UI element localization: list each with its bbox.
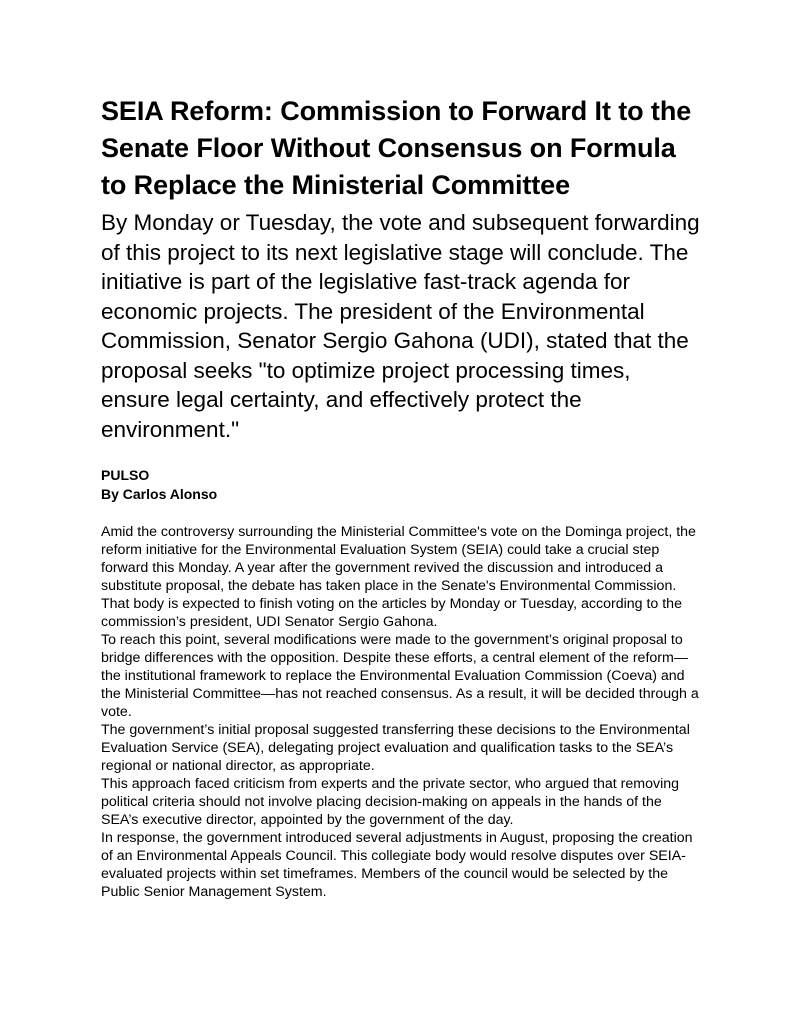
- body-paragraph: Amid the controversy surrounding the Ministerial Committee's vote on the Dominga project, the reform initiative for the Environmental Evaluation System (SEIA) could take a crucial step forward this Monday. A year after the government revived the discussion and introduced a substitute proposal, the debate has taken place in the Senate's Environmental Commission. That body is expected to finish voting on the articles by Monday or Tuesday, according to the commission’s president, UDI Senator Sergio Gahona.: [101, 524, 696, 630]
- subtitle: By Monday or Tuesday, the vote and subsequent forwarding of this project to its next legislative stage will conclude. The initiative is part of the legislative fast-track agenda for economic projects. The president of the Environmental Commission, Senator Sergio Gahona (UDI), stated that the proposal seeks "to optimize project processing times, ensure legal certainty, and effectively protect the environment.": [101, 210, 700, 442]
- body-paragraph: To reach this point, several modifications were made to the government’s original proposal to bridge differences with the opposition. Despite these efforts, a central element of the reform—the institutional framework to replace the Environmental Evaluation Commission (Coeva) and the Ministerial Committee—has not reached consensus. As a result, it will be decided through a vote.: [101, 632, 699, 720]
- body-paragraph: The government’s initial proposal suggested transferring these decisions to the Environmental Evaluation Service (SEA), delegating project evaluation and qualification tasks to the SEA’s regional or national director, as appropriate.: [101, 722, 690, 774]
- article-meta: [101, 466, 701, 504]
- body-paragraph: In response, the government introduced several adjustments in August, proposing the creation of an Environmental Appeals Council. This collegiate body would resolve disputes over SEIA-evaluated projects within set timeframes. Members of the council would be selected by the Public Senior Management System.: [101, 830, 693, 900]
- byline: By Carlos Alonso: [101, 486, 218, 502]
- article: [101, 93, 701, 901]
- body-paragraph: This approach faced criticism from experts and the private sector, who argued that removing political criteria should not involve placing decision-making on appeals in the hands of the SEA’s executive director, appointed by the government of the day.: [101, 776, 680, 828]
- source-label: PULSO: [101, 467, 150, 483]
- headline: SEIA Reform: Commission to Forward It to the Senate Floor Without Consensus on Formula to Replace the Ministerial Committee: [101, 96, 692, 200]
- article-body: [101, 523, 701, 901]
